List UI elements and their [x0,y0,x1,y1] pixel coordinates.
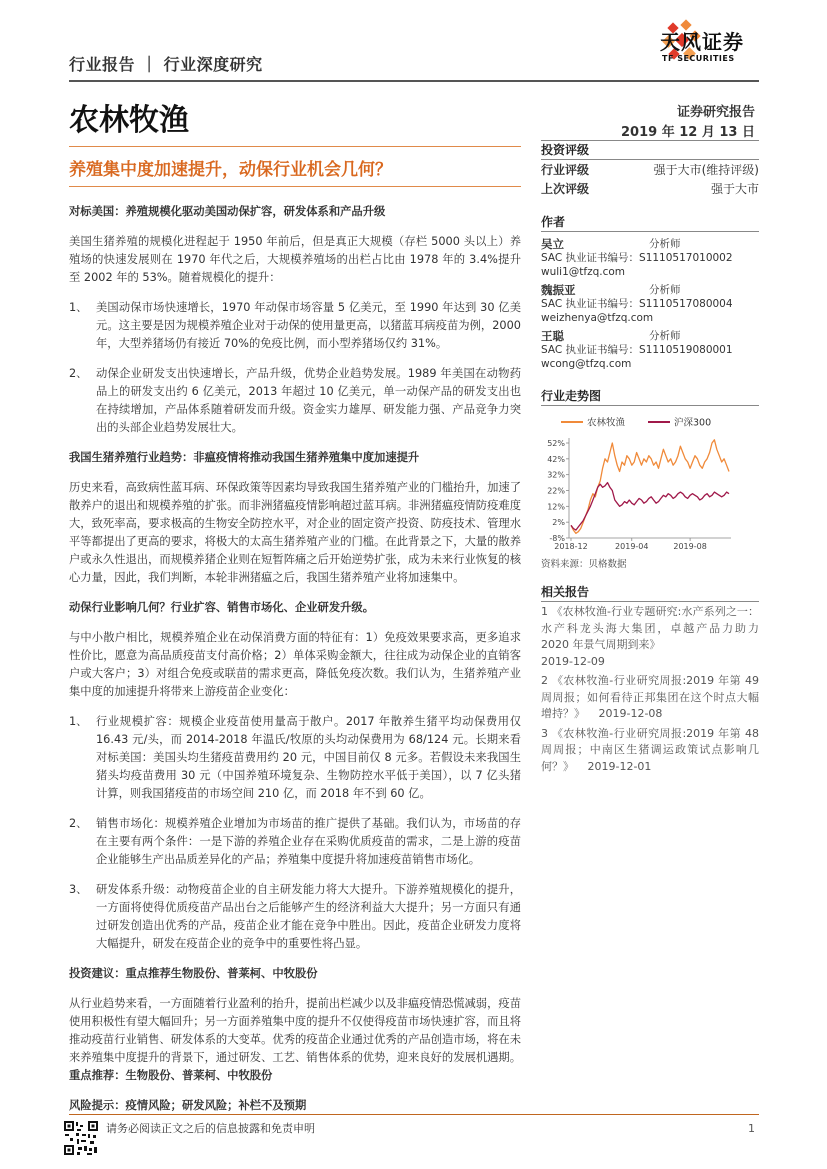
paragraph: 从行业趋势来看，一方面随着行业盈利的抬升，提前出栏减少以及非瘟疫情恐慌减弱，疫苗使用积极性有望大幅回升；另一方面养殖集中度的提升不仅使得疫苗市场快速扩容，而且将推动疫苗行业销售、研发体系的大变革。优秀的疫苗企业通过优秀的产品创造市场，将在未来养殖集中度提升的背景下，通过研发、工艺、销售体系的优势，迎来良好的发展机遇期。重点推荐：生物股份、普莱柯、中牧股份 [69,997,521,1082]
rating-heading: 投资评级 [541,143,590,157]
header-rule [69,80,759,82]
analyst-entry: 魏振亚 分析师 SAC 执业证书编号：S1110517080004 weizhenya@tfzq.com [541,283,759,325]
list-item: 2、 销售市场化：规模养殖企业增加为市场苗的推广提供了基础。我们认为，市场苗的存在主要有两个条件：一是下游的养殖企业存在采购优质疫苗的需求，二是上游的疫苗企业能够生产出品质差异化的产品；养殖集中度提升将加速疫苗销售市场化。 [69,817,521,866]
series-line [571,440,729,534]
doc-label: 证券研究报告 [676,105,755,120]
legend-label: 沪深300 [674,417,712,429]
y-tick-label: -8% [549,534,565,543]
section-heading: 对标美国：养殖规模化驱动美国动保扩容，研发体系和产品升级 [69,205,386,218]
page-number: 1 [748,1122,755,1135]
paragraph: 历史来看，高致病性蓝耳病、环保政策等因素均导致我国生猪养殖产业的门槛抬升，加速了散养户的退出和规模养殖的扩张。而非洲猪瘟疫情影响超过蓝耳病。非洲猪瘟疫情防疫难度大，致死率高，要求极高的生物安全防控水平，对企业的固定资产投资、防疫技术、管理水平等都提出了更高的要求，将极大的太高生猪养殖产业的门槛。在此背景之下，大量的散养户或永久性退出，而规模养猪企业则在短暂阵痛之后开始逆势扩张，成为未来行业恢复的核心力量，因此，我们判断，本轮非洲猪瘟之后，我国生猪养殖产业将加速集中。 [69,481,521,584]
side-rule-top [541,140,759,141]
analyst-email[interactable]: wcong@tfzq.com [541,358,632,370]
legend-label: 农林牧渔 [587,417,626,429]
doc-date: 2019 年 12 月 13 日 [621,125,755,140]
logo-text: 天风证券 [660,30,744,54]
rating-row: 上次评级 强于大市 [541,182,759,196]
footer-rule [69,1114,759,1115]
chart-heading-box [541,388,759,406]
analyst-entry: 吴立 分析师 SAC 执业证书编号：S1110517010002 wuli1@tfzq.com [541,237,759,279]
logo-text-en: TF SECURITIES [662,54,735,63]
related-report[interactable]: 1 《农林牧渔-行业专题研究:水产系列之一：水产科龙头海大集团，卓越产品力助力 2020 年景气周期到来》 2019-12-09 [541,605,759,668]
section-heading: 投资建议：重点推荐生物股份、普莱柯、中牧股份 [69,967,318,980]
rating-row: 行业评级 强于大市(维持评级) [541,163,759,177]
list-item: 3、 研发体系升级：动物疫苗企业的自主研发能力将大大提升。下游养殖规模化的提升，一方面将使得优质疫苗产品出台之后能够产生的经济利益大大提升；另一方面只有通过研发创造出优秀的产品，疫苗企业才能在竞争中胜出。因此，疫苗企业研发力度将大幅提升，研发在疫苗企业的竞争中的重要性将凸显。 [69,883,521,950]
list-item: 2、 动保企业研发支出快速增长，产品升级，优势企业趋势发展。1989 年美国在动物药品上的研发支出约 6 亿美元，2013 年超过 10 亿美元，单一动保产品的研发支出也在持续增加，产品体系随着研发而升级。资金实力雄厚、研发能力强、产品竞争力突出的头部企业趋势发展壮大。 [69,367,521,434]
qr-code-icon [63,1120,99,1156]
related-box [541,584,759,778]
industry-title: 农林牧渔 [69,103,189,138]
related-heading: 相关报告 [541,585,590,599]
y-tick-label: 2% [552,518,565,528]
title-rule-top [69,146,521,147]
analyst-entry: 王聪 分析师 SAC 执业证书编号：S1110519080001 wcong@tfzq.com [541,329,759,371]
report-type: 行业报告 ｜ 行业深度研究 [69,55,263,74]
chart-heading: 行业走势图 [541,389,602,403]
list-item: 1、 行业规模扩容：规模企业疫苗使用量高于散户。2017 年散养生猪平均动保费用仅 16.43 元/头，而 2014-2018 年温氏/牧原的头均动保费用为 68/124 元。长期来看对标美国：美国头均生猪疫苗费用约 20 元，中国目前仅 8 元多。若假设未来我国生猪头均疫苗费用 30 元（中国养殖环境复杂、生物防控水平低于美国），以 7 亿头猪计算，则我国猪疫苗的市场空间 210 亿，而 2018 年不到 60 亿。 [69,715,521,800]
analyst-email[interactable]: wuli1@tfzq.com [541,266,626,278]
recommend-bold: 重点推荐：生物股份、普莱柯、中牧股份 [69,1069,273,1082]
section-heading: 我国生猪养殖行业趋势：非瘟疫情将推动我国生猪养殖集中度加速提升 [69,451,420,464]
rating-box [541,142,759,199]
industry-trend-chart [541,410,759,550]
chart-source: 资料来源：贝格数据 [541,559,627,570]
author-box [541,214,759,371]
footer-disclaimer: 请务必阅读正文之后的信息披露和免责申明 [106,1122,315,1135]
list-item: 1、 美国动保市场快速增长，1970 年动保市场容量 5 亿美元，至 1990 年达到 30 亿美元。这主要是因为规模养殖企业对于动保的使用量更高，以猪蓝耳病疫苗为例，2000 年，大型养猪场仍有接近 70%的免疫比例，而小型养猪场仅约 31%。 [69,301,521,350]
x-tick-label: 2018-12 [554,542,588,550]
risk-note: 风险提示：疫情风险；研发风险；补栏不及预期 [69,1099,307,1112]
y-tick-label: 22% [547,486,565,496]
related-report[interactable]: 2 《农林牧渔-行业研究周报:2019 年第 49 周周报；如何看待正邦集团在这个时点大幅增持？》 2019-12-08 [541,674,759,720]
y-tick-label: 32% [547,470,565,480]
author-heading: 作者 [541,215,566,229]
x-tick-label: 2019-08 [673,542,707,550]
paragraph: 美国生猪养殖的规模化进程起于 1950 年前后，但是真正大规模（存栏 5000 头以上）养殖场的快速发展则在 1970 年代之后，大规模养殖场的出栏占比由 1978 年的 3.4%提升至 2002 年的 53%。随着规模化的提升： [69,235,521,284]
x-tick-label: 2019-04 [615,542,649,550]
section-heading: 动保行业影响几何？行业扩容、销售市场化、企业研发升级。 [69,601,375,614]
y-tick-label: 42% [547,454,565,464]
title-rule-bottom [69,186,521,187]
y-tick-label: 12% [547,502,565,512]
series-line [571,483,729,530]
analyst-email[interactable]: weizhenya@tfzq.com [541,312,654,324]
y-tick-label: 52% [547,439,565,448]
paragraph: 与中小散户相比，规模养殖企业在动保消费方面的特征有：1）免疫效果要求高，更多追求性价比，愿意为高品质疫苗支付高价格；2）单体采购金额大，往往成为动保企业的直销客户或大客户；3）对组合免疫或联苗的需求更高，降低免疫次数。我们认为，生猪养殖产业集中度的加速提升将带来上游疫苗企业变化： [69,631,521,698]
main-column [69,203,521,1127]
report-title: 养殖集中度加速提升，动保行业机会几何？ [69,160,392,180]
related-report[interactable]: 3 《农林牧渔-行业研究周报:2019 年第 48 周周报；中南区生猪调运政策试点影响几何？》 2019-12-01 [541,726,759,773]
